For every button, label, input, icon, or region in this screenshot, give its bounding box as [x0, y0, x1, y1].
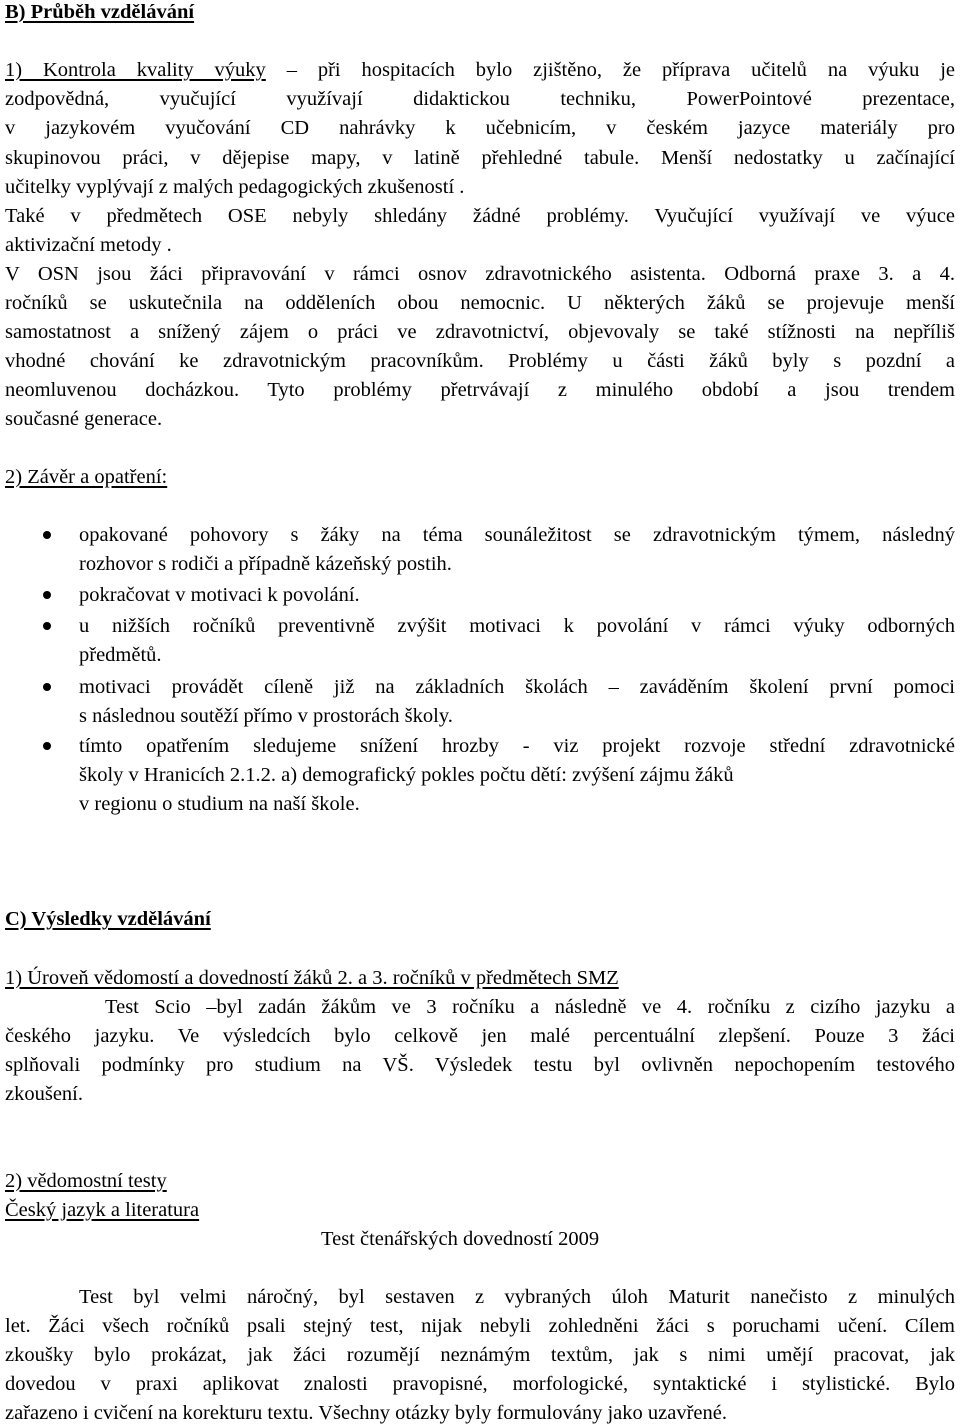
subsection-title: 1) Úroveň vědomostí a dovedností žáků 2. a 3. ročníků v předmětech SMZ [5, 967, 619, 989]
list-item: opakované pohovory s žáky na téma sounáležitost se zdravotnickým týmem, následný [79, 524, 955, 546]
paragraph-line: zařazeno i cvičení na korekturu textu. Všechny otázky byly formulovány jako uzavřené. [5, 1402, 727, 1424]
paragraph-line: v jazykovém vyučování CD nahrávky k učebnicím, v českém jazyce materiály pro [5, 117, 955, 139]
paragraph-line: vhodné chování ke zdravotnickým pracovníkům. Problémy u části žáků byly s pozdní a [5, 350, 955, 372]
paragraph-line: splňovali podmínky pro studium na VŠ. Výsledek testu byl ovlivněn nepochopením testového [5, 1054, 955, 1076]
bullet-icon [43, 622, 51, 630]
list-item: rozhovor s rodiči a případně kázeňský postih. [79, 553, 452, 575]
section-c-heading: C) Výsledky vzdělávání [5, 908, 211, 930]
paragraph-line: 1) Kontrola kvality výuky – při hospitacích bylo zjištěno, že příprava učitelů na výuku je [5, 59, 955, 81]
paragraph-line: českého jazyku. Ve výsledcích bylo celkově jen malé percentuální zlepšení. Pouze 3 žáci [5, 1025, 955, 1047]
paragraph-line: neomluvenou docházkou. Tyto problémy přetrvávají z minulého období a jsou trendem [5, 379, 955, 401]
list-item: u nižších ročníků preventivně zvýšit motivaci k povolání v rámci výuky odborných [79, 615, 955, 637]
paragraph-line: let. Žáci všech ročníků psali stejný test, nijak nebyli zohledněni žáci s poruchami učení. Cílem [5, 1315, 955, 1337]
bullet-icon [43, 531, 51, 539]
paragraph-line: Test Scio –byl zadán žákům ve 3 ročníku a následně ve 4. ročníku z cizího jazyku a [105, 996, 955, 1018]
paragraph-line: skupinovou práci, v dějepise mapy, v latině přehledné tabule. Menší nedostatky u začínající [5, 147, 955, 169]
paragraph-line: zodpovědná, vyučující využívají didaktickou techniku, PowerPointové prezentace, [5, 88, 955, 110]
test-title: Test čtenářských dovedností 2009 [321, 1228, 600, 1250]
paragraph-line: zkoušení. [5, 1083, 83, 1105]
subsection-title: 2) vědomostní testy [5, 1170, 167, 1192]
list-item: motivaci provádět cíleně již na základních školách – zaváděním školení první pomoci [79, 676, 955, 698]
bullet-icon [43, 742, 51, 750]
list-item: v regionu o studium na naší škole. [79, 793, 360, 815]
paragraph-line: Test byl velmi náročný, byl sestaven z vybraných úloh Maturit nanečisto z minulých [79, 1286, 955, 1308]
list-item: tímto opatřením sledujeme snížení hrozby - viz projekt rozvoje střední zdravotnické [79, 735, 955, 757]
section-b-heading: B) Průběh vzdělávání [5, 1, 195, 23]
bullet-icon [43, 591, 51, 599]
paragraph-line: zkoušky bylo prokázat, jak žáci rozumějí neznámým textům, jak s nimi umějí pracovat, jak [5, 1344, 955, 1366]
paragraph-line: současné generace. [5, 408, 163, 430]
subsection-title: 2) Závěr a opatření: [5, 466, 168, 488]
paragraph-line: samostatnost a snížený zájem o práci ve zdravotnictví, objevovaly se také stížnosti na nepříliš [5, 321, 955, 343]
subject-title: Český jazyk a literatura [5, 1199, 200, 1221]
paragraph-line: učitelky vyplývají z malých pedagogických zkušeností . [5, 176, 465, 198]
paragraph-line: aktivizační metody . [5, 234, 172, 256]
paragraph-line: ročníků se uskutečnila na odděleních obou nemocnic. U některých žáků se projevuje menší [5, 292, 955, 314]
bullet-icon [43, 683, 51, 691]
paragraph-line: Také v předmětech OSE nebyly shledány žádné problémy. Vyučující využívají ve výuce [5, 205, 955, 227]
paragraph-line: V OSN jsou žáci připravování v rámci osnov zdravotnického asistenta. Odborná praxe 3. a 4. [5, 263, 955, 285]
list-item: s následnou soutěží přímo v prostorách školy. [79, 705, 453, 727]
list-item: předmětů. [79, 644, 162, 666]
paragraph-line: dovedou v praxi aplikovat znalosti pravopisné, morfologické, syntaktické i stylistické. Bylo [5, 1373, 955, 1395]
subsection-title: 1) Kontrola kvality výuky [5, 59, 266, 81]
list-item: pokračovat v motivaci k povolání. [79, 584, 360, 606]
list-item: školy v Hranicích 2.1.2. a) demografický pokles počtu dětí: zvýšení zájmu žáků [79, 764, 734, 786]
